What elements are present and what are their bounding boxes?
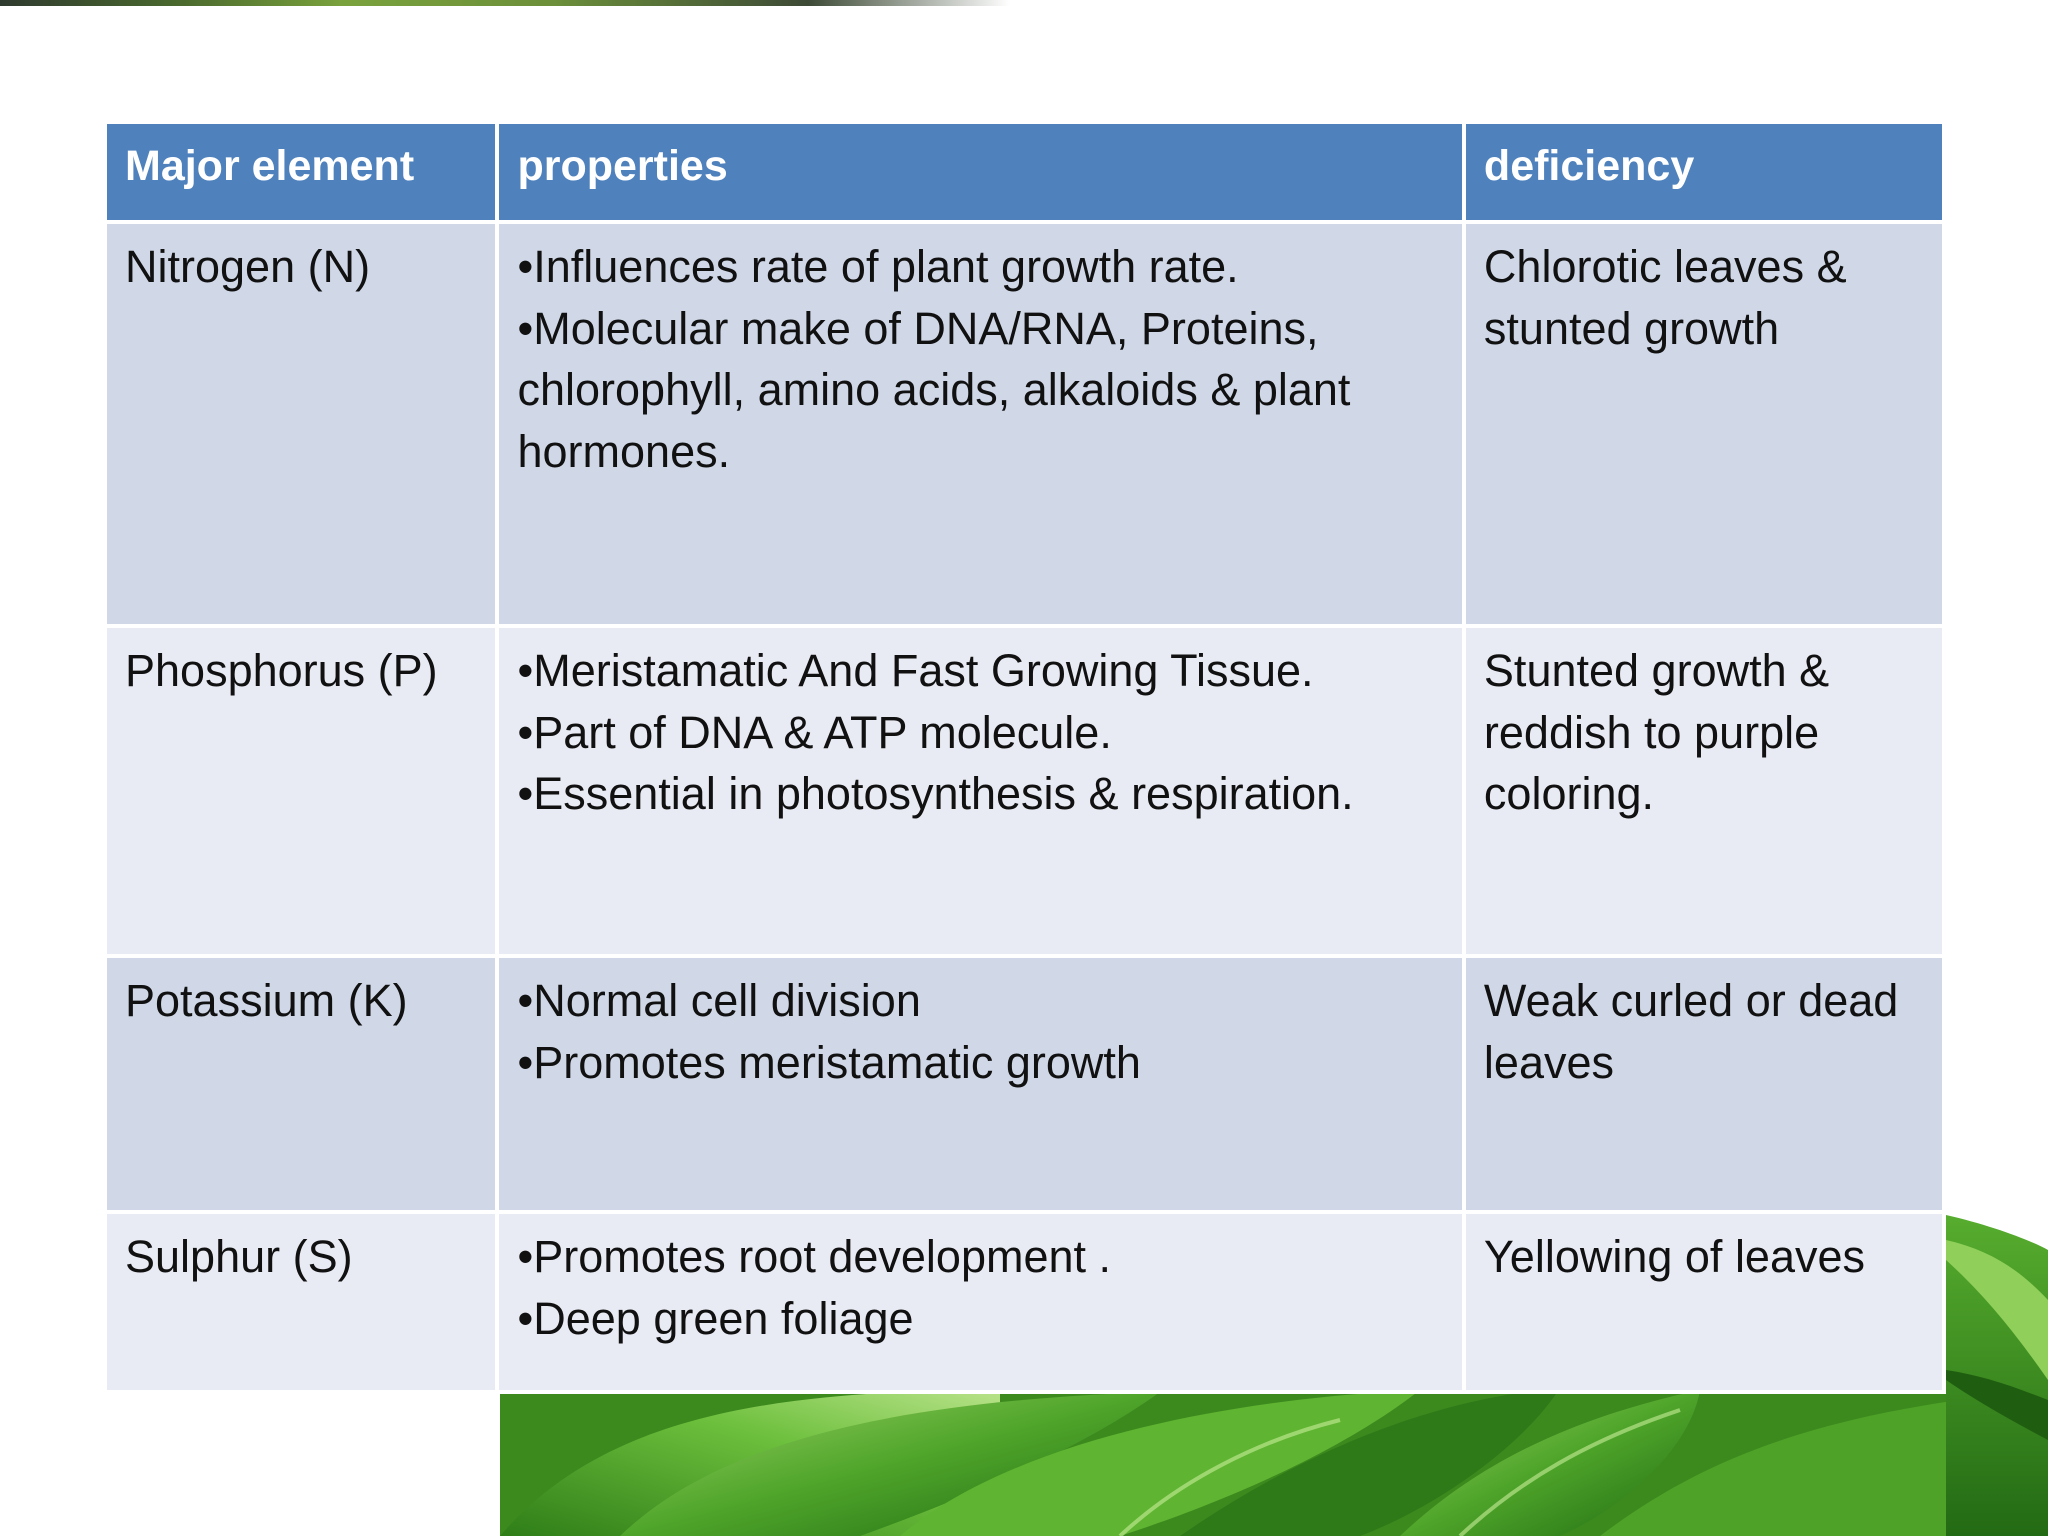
table-row	[105, 956, 1944, 1212]
properties-cell	[497, 956, 1463, 1212]
header-properties: properties	[497, 122, 1463, 222]
header-deficiency: deficiency	[1464, 122, 1944, 222]
property-line: •Molecular make of DNA/RNA, Proteins, chlorophyll, amino acids, alkaloids & plant hormones.	[517, 302, 1351, 477]
table-row	[105, 222, 1944, 626]
nutrient-table	[103, 120, 1946, 1394]
deficiency-cell: Yellowing of leaves	[1464, 1212, 1944, 1392]
element-cell: Sulphur (S)	[105, 1212, 497, 1392]
header-major-element: Major element	[105, 122, 497, 222]
table-row	[105, 626, 1944, 956]
table-header-row	[105, 122, 1944, 222]
property-line: •Promotes meristamatic growth	[517, 1036, 1141, 1088]
property-line: •Meristamatic And Fast Growing Tissue.	[517, 645, 1314, 696]
element-cell: Phosphorus (P)	[105, 626, 497, 956]
deficiency-cell: Weak curled or dead leaves	[1464, 956, 1944, 1212]
deficiency-cell: Stunted growth & reddish to purple coloring.	[1464, 626, 1944, 956]
property-line: •Influences rate of plant growth rate.	[517, 241, 1239, 292]
property-line: •Essential in photosynthesis & respiration.	[517, 768, 1354, 819]
property-line: •Promotes root development .	[517, 1231, 1112, 1282]
properties-cell	[497, 1212, 1463, 1392]
element-cell: Potassium (K)	[105, 956, 497, 1212]
property-line: •Deep green foliage	[517, 1292, 914, 1344]
element-cell: Nitrogen (N)	[105, 222, 497, 626]
property-line: •Normal cell division	[517, 975, 921, 1026]
deficiency-cell: Chlorotic leaves & stunted growth	[1464, 222, 1944, 626]
property-line: •Part of DNA & ATP molecule.	[517, 706, 1112, 758]
table-row	[105, 1212, 1944, 1392]
properties-cell	[497, 222, 1463, 626]
properties-cell	[497, 626, 1463, 956]
